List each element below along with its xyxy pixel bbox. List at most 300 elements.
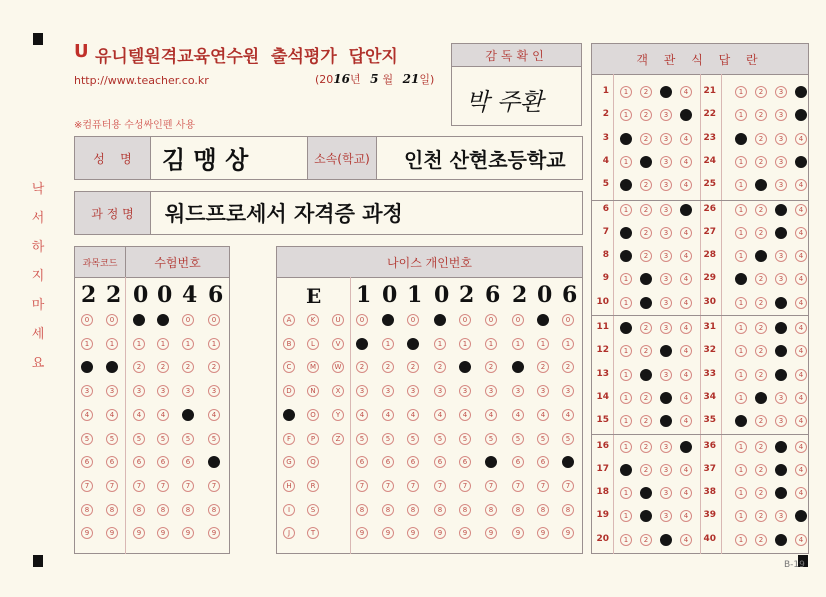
answer-bubble[interactable]: 2 bbox=[640, 345, 652, 357]
answer-bubble[interactable]: 1 bbox=[620, 204, 632, 216]
code-bubble[interactable]: 8 bbox=[182, 504, 194, 516]
neis-letter-bubble[interactable]: V bbox=[332, 338, 344, 350]
answer-bubble[interactable]: 2 bbox=[755, 534, 767, 546]
code-bubble[interactable]: 2 bbox=[182, 361, 194, 373]
answer-bubble[interactable]: 3 bbox=[660, 109, 672, 121]
answer-bubble[interactable]: 1 bbox=[735, 204, 747, 216]
answer-bubble[interactable]: 2 bbox=[755, 322, 767, 334]
answer-bubble[interactable]: 2 bbox=[755, 227, 767, 239]
code-bubble[interactable]: 1 bbox=[106, 338, 118, 350]
neis-digit-bubble[interactable]: 8 bbox=[512, 504, 524, 516]
neis-digit-bubble[interactable]: 3 bbox=[356, 385, 368, 397]
code-bubble[interactable]: 7 bbox=[182, 480, 194, 492]
neis-digit-bubble[interactable]: 4 bbox=[434, 409, 446, 421]
neis-digit-bubble[interactable]: 5 bbox=[485, 433, 497, 445]
answer-bubble[interactable]: 4 bbox=[795, 464, 807, 476]
neis-digit-bubble[interactable]: 4 bbox=[459, 409, 471, 421]
answer-bubble[interactable]: 2 bbox=[755, 179, 767, 191]
neis-letter-bubble[interactable]: O bbox=[307, 409, 319, 421]
answer-bubble[interactable]: 1 bbox=[735, 297, 747, 309]
neis-digit-bubble[interactable]: 2 bbox=[434, 361, 446, 373]
neis-digit-bubble[interactable]: 9 bbox=[512, 527, 524, 539]
answer-bubble[interactable]: 4 bbox=[795, 227, 807, 239]
neis-letter-bubble[interactable]: R bbox=[307, 480, 319, 492]
neis-digit-bubble[interactable]: 0 bbox=[562, 314, 574, 326]
code-bubble[interactable]: 4 bbox=[81, 409, 93, 421]
neis-digit-bubble[interactable]: 3 bbox=[459, 385, 471, 397]
neis-digit-bubble[interactable]: 7 bbox=[459, 480, 471, 492]
neis-digit-bubble[interactable]: 1 bbox=[562, 338, 574, 350]
answer-bubble[interactable]: 2 bbox=[755, 250, 767, 262]
answer-bubble[interactable]: 1 bbox=[735, 510, 747, 522]
neis-digit-bubble[interactable]: 1 bbox=[459, 338, 471, 350]
answer-bubble[interactable]: 2 bbox=[755, 297, 767, 309]
neis-letter-bubble[interactable]: C bbox=[283, 361, 295, 373]
answer-bubble[interactable]: 1 bbox=[735, 322, 747, 334]
answer-bubble[interactable]: 3 bbox=[660, 464, 672, 476]
answer-bubble[interactable]: 2 bbox=[755, 156, 767, 168]
code-bubble[interactable]: 9 bbox=[208, 527, 220, 539]
answer-bubble[interactable]: 1 bbox=[735, 133, 747, 145]
code-bubble[interactable]: 3 bbox=[208, 385, 220, 397]
code-bubble[interactable]: 1 bbox=[133, 338, 145, 350]
neis-digit-bubble[interactable]: 3 bbox=[434, 385, 446, 397]
code-bubble[interactable]: 6 bbox=[182, 456, 194, 468]
answer-bubble[interactable]: 4 bbox=[680, 133, 692, 145]
neis-digit-bubble[interactable]: 0 bbox=[356, 314, 368, 326]
answer-bubble[interactable]: 4 bbox=[795, 250, 807, 262]
answer-bubble[interactable]: 1 bbox=[735, 441, 747, 453]
code-bubble[interactable]: 7 bbox=[157, 480, 169, 492]
neis-digit-bubble[interactable]: 8 bbox=[485, 504, 497, 516]
neis-digit-bubble[interactable]: 3 bbox=[562, 385, 574, 397]
answer-bubble[interactable]: 3 bbox=[775, 322, 787, 334]
neis-digit-bubble[interactable]: 2 bbox=[512, 361, 524, 373]
code-bubble[interactable]: 0 bbox=[208, 314, 220, 326]
neis-digit-bubble[interactable]: 4 bbox=[485, 409, 497, 421]
code-bubble[interactable]: 9 bbox=[81, 527, 93, 539]
answer-bubble[interactable]: 3 bbox=[775, 369, 787, 381]
answer-bubble[interactable]: 4 bbox=[795, 109, 807, 121]
code-bubble[interactable]: 7 bbox=[133, 480, 145, 492]
neis-digit-bubble[interactable]: 3 bbox=[537, 385, 549, 397]
neis-digit-bubble[interactable]: 4 bbox=[356, 409, 368, 421]
answer-bubble[interactable]: 1 bbox=[620, 227, 632, 239]
neis-digit-bubble[interactable]: 0 bbox=[512, 314, 524, 326]
neis-digit-bubble[interactable]: 2 bbox=[407, 361, 419, 373]
neis-letter-bubble[interactable]: U bbox=[332, 314, 344, 326]
code-bubble[interactable]: 7 bbox=[208, 480, 220, 492]
answer-bubble[interactable]: 1 bbox=[735, 534, 747, 546]
answer-bubble[interactable]: 2 bbox=[640, 441, 652, 453]
answer-bubble[interactable]: 1 bbox=[620, 273, 632, 285]
neis-digit-bubble[interactable]: 4 bbox=[562, 409, 574, 421]
answer-bubble[interactable]: 1 bbox=[735, 464, 747, 476]
answer-bubble[interactable]: 4 bbox=[795, 345, 807, 357]
code-bubble[interactable]: 6 bbox=[208, 456, 220, 468]
code-bubble[interactable]: 8 bbox=[157, 504, 169, 516]
answer-bubble[interactable]: 2 bbox=[755, 487, 767, 499]
answer-bubble[interactable]: 3 bbox=[775, 464, 787, 476]
answer-bubble[interactable]: 1 bbox=[620, 464, 632, 476]
neis-digit-bubble[interactable]: 9 bbox=[407, 527, 419, 539]
neis-digit-bubble[interactable]: 4 bbox=[537, 409, 549, 421]
code-bubble[interactable]: 9 bbox=[133, 527, 145, 539]
answer-bubble[interactable]: 1 bbox=[620, 369, 632, 381]
neis-digit-bubble[interactable]: 9 bbox=[485, 527, 497, 539]
answer-bubble[interactable]: 4 bbox=[795, 133, 807, 145]
answer-bubble[interactable]: 3 bbox=[775, 86, 787, 98]
answer-bubble[interactable]: 1 bbox=[735, 250, 747, 262]
neis-digit-bubble[interactable]: 6 bbox=[434, 456, 446, 468]
neis-digit-bubble[interactable]: 9 bbox=[382, 527, 394, 539]
neis-digit-bubble[interactable]: 8 bbox=[407, 504, 419, 516]
answer-bubble[interactable]: 2 bbox=[640, 204, 652, 216]
neis-digit-bubble[interactable]: 6 bbox=[407, 456, 419, 468]
answer-bubble[interactable]: 1 bbox=[620, 250, 632, 262]
code-bubble[interactable]: 4 bbox=[133, 409, 145, 421]
answer-bubble[interactable]: 2 bbox=[755, 345, 767, 357]
code-bubble[interactable]: 0 bbox=[81, 314, 93, 326]
answer-bubble[interactable]: 4 bbox=[680, 109, 692, 121]
code-bubble[interactable]: 5 bbox=[133, 433, 145, 445]
answer-bubble[interactable]: 4 bbox=[795, 322, 807, 334]
neis-digit-bubble[interactable]: 8 bbox=[562, 504, 574, 516]
code-bubble[interactable]: 1 bbox=[182, 338, 194, 350]
answer-bubble[interactable]: 4 bbox=[680, 156, 692, 168]
code-bubble[interactable]: 0 bbox=[157, 314, 169, 326]
neis-letter-bubble[interactable]: K bbox=[307, 314, 319, 326]
answer-bubble[interactable]: 4 bbox=[795, 156, 807, 168]
neis-digit-bubble[interactable]: 0 bbox=[485, 314, 497, 326]
answer-bubble[interactable]: 1 bbox=[620, 109, 632, 121]
neis-digit-bubble[interactable]: 7 bbox=[562, 480, 574, 492]
answer-bubble[interactable]: 3 bbox=[660, 156, 672, 168]
code-bubble[interactable]: 3 bbox=[182, 385, 194, 397]
answer-bubble[interactable]: 4 bbox=[680, 273, 692, 285]
neis-digit-bubble[interactable]: 5 bbox=[356, 433, 368, 445]
answer-bubble[interactable]: 3 bbox=[660, 369, 672, 381]
answer-bubble[interactable]: 3 bbox=[775, 345, 787, 357]
answer-bubble[interactable]: 3 bbox=[775, 534, 787, 546]
neis-digit-bubble[interactable]: 6 bbox=[382, 456, 394, 468]
answer-bubble[interactable]: 4 bbox=[680, 415, 692, 427]
neis-digit-bubble[interactable]: 7 bbox=[485, 480, 497, 492]
code-bubble[interactable]: 9 bbox=[157, 527, 169, 539]
answer-bubble[interactable]: 4 bbox=[795, 297, 807, 309]
answer-bubble[interactable]: 2 bbox=[755, 441, 767, 453]
code-bubble[interactable]: 2 bbox=[157, 361, 169, 373]
answer-bubble[interactable]: 3 bbox=[660, 250, 672, 262]
answer-bubble[interactable]: 2 bbox=[640, 179, 652, 191]
answer-bubble[interactable]: 2 bbox=[640, 250, 652, 262]
neis-letter-bubble[interactable]: J bbox=[283, 527, 295, 539]
answer-bubble[interactable]: 4 bbox=[680, 204, 692, 216]
answer-bubble[interactable]: 2 bbox=[640, 322, 652, 334]
code-bubble[interactable]: 5 bbox=[81, 433, 93, 445]
answer-bubble[interactable]: 4 bbox=[680, 392, 692, 404]
answer-bubble[interactable]: 2 bbox=[755, 510, 767, 522]
answer-bubble[interactable]: 4 bbox=[795, 369, 807, 381]
code-bubble[interactable]: 2 bbox=[208, 361, 220, 373]
code-bubble[interactable]: 1 bbox=[81, 338, 93, 350]
code-bubble[interactable]: 2 bbox=[106, 361, 118, 373]
code-bubble[interactable]: 1 bbox=[208, 338, 220, 350]
answer-bubble[interactable]: 3 bbox=[775, 227, 787, 239]
neis-digit-bubble[interactable]: 7 bbox=[434, 480, 446, 492]
neis-letter-bubble[interactable]: M bbox=[307, 361, 319, 373]
answer-bubble[interactable]: 3 bbox=[660, 487, 672, 499]
neis-digit-bubble[interactable]: 9 bbox=[459, 527, 471, 539]
answer-bubble[interactable]: 3 bbox=[660, 392, 672, 404]
answer-bubble[interactable]: 1 bbox=[735, 273, 747, 285]
answer-bubble[interactable]: 3 bbox=[660, 204, 672, 216]
neis-digit-bubble[interactable]: 5 bbox=[512, 433, 524, 445]
neis-digit-bubble[interactable]: 1 bbox=[512, 338, 524, 350]
code-bubble[interactable]: 3 bbox=[81, 385, 93, 397]
code-bubble[interactable]: 8 bbox=[208, 504, 220, 516]
answer-bubble[interactable]: 4 bbox=[795, 392, 807, 404]
neis-digit-bubble[interactable]: 0 bbox=[407, 314, 419, 326]
answer-bubble[interactable]: 2 bbox=[640, 534, 652, 546]
answer-bubble[interactable]: 1 bbox=[735, 86, 747, 98]
code-bubble[interactable]: 8 bbox=[133, 504, 145, 516]
neis-letter-bubble[interactable]: D bbox=[283, 385, 295, 397]
neis-letter-bubble[interactable]: N bbox=[307, 385, 319, 397]
answer-bubble[interactable]: 1 bbox=[620, 392, 632, 404]
answer-bubble[interactable]: 4 bbox=[680, 534, 692, 546]
answer-bubble[interactable]: 2 bbox=[755, 133, 767, 145]
neis-digit-bubble[interactable]: 4 bbox=[512, 409, 524, 421]
code-bubble[interactable]: 3 bbox=[106, 385, 118, 397]
neis-digit-bubble[interactable]: 0 bbox=[459, 314, 471, 326]
code-bubble[interactable]: 4 bbox=[208, 409, 220, 421]
neis-digit-bubble[interactable]: 5 bbox=[434, 433, 446, 445]
answer-bubble[interactable]: 1 bbox=[735, 345, 747, 357]
answer-bubble[interactable]: 3 bbox=[660, 179, 672, 191]
answer-bubble[interactable]: 3 bbox=[775, 415, 787, 427]
code-bubble[interactable]: 6 bbox=[81, 456, 93, 468]
code-bubble[interactable]: 4 bbox=[182, 409, 194, 421]
answer-bubble[interactable]: 1 bbox=[735, 392, 747, 404]
neis-digit-bubble[interactable]: 9 bbox=[356, 527, 368, 539]
answer-bubble[interactable]: 4 bbox=[795, 510, 807, 522]
code-bubble[interactable]: 5 bbox=[157, 433, 169, 445]
answer-bubble[interactable]: 3 bbox=[775, 297, 787, 309]
neis-digit-bubble[interactable]: 8 bbox=[459, 504, 471, 516]
neis-digit-bubble[interactable]: 7 bbox=[512, 480, 524, 492]
answer-bubble[interactable]: 4 bbox=[795, 415, 807, 427]
code-bubble[interactable]: 0 bbox=[106, 314, 118, 326]
answer-bubble[interactable]: 2 bbox=[755, 464, 767, 476]
neis-digit-bubble[interactable]: 0 bbox=[382, 314, 394, 326]
answer-bubble[interactable]: 2 bbox=[640, 227, 652, 239]
answer-bubble[interactable]: 2 bbox=[640, 156, 652, 168]
answer-bubble[interactable]: 4 bbox=[680, 322, 692, 334]
neis-letter-bubble[interactable]: Q bbox=[307, 456, 319, 468]
neis-digit-bubble[interactable]: 8 bbox=[537, 504, 549, 516]
answer-bubble[interactable]: 2 bbox=[755, 109, 767, 121]
answer-bubble[interactable]: 3 bbox=[660, 273, 672, 285]
neis-digit-bubble[interactable]: 9 bbox=[562, 527, 574, 539]
answer-bubble[interactable]: 1 bbox=[620, 510, 632, 522]
neis-letter-bubble[interactable]: E bbox=[283, 409, 295, 421]
answer-bubble[interactable]: 4 bbox=[795, 487, 807, 499]
neis-digit-bubble[interactable]: 4 bbox=[382, 409, 394, 421]
answer-bubble[interactable]: 1 bbox=[620, 179, 632, 191]
answer-bubble[interactable]: 1 bbox=[620, 322, 632, 334]
answer-bubble[interactable]: 1 bbox=[620, 133, 632, 145]
neis-digit-bubble[interactable]: 5 bbox=[459, 433, 471, 445]
code-bubble[interactable]: 0 bbox=[133, 314, 145, 326]
code-bubble[interactable]: 3 bbox=[133, 385, 145, 397]
answer-bubble[interactable]: 2 bbox=[640, 109, 652, 121]
answer-bubble[interactable]: 3 bbox=[775, 510, 787, 522]
neis-digit-bubble[interactable]: 2 bbox=[537, 361, 549, 373]
answer-bubble[interactable]: 4 bbox=[680, 227, 692, 239]
neis-digit-bubble[interactable]: 2 bbox=[459, 361, 471, 373]
neis-digit-bubble[interactable]: 8 bbox=[382, 504, 394, 516]
neis-letter-bubble[interactable]: Z bbox=[332, 433, 344, 445]
answer-bubble[interactable]: 4 bbox=[680, 250, 692, 262]
answer-bubble[interactable]: 4 bbox=[795, 273, 807, 285]
answer-bubble[interactable]: 3 bbox=[775, 441, 787, 453]
code-bubble[interactable]: 9 bbox=[182, 527, 194, 539]
neis-digit-bubble[interactable]: 5 bbox=[407, 433, 419, 445]
answer-bubble[interactable]: 2 bbox=[640, 392, 652, 404]
answer-bubble[interactable]: 2 bbox=[640, 133, 652, 145]
code-bubble[interactable]: 5 bbox=[182, 433, 194, 445]
neis-letter-bubble[interactable]: X bbox=[332, 385, 344, 397]
neis-digit-bubble[interactable]: 3 bbox=[407, 385, 419, 397]
answer-bubble[interactable]: 1 bbox=[620, 297, 632, 309]
neis-digit-bubble[interactable]: 2 bbox=[382, 361, 394, 373]
code-bubble[interactable]: 3 bbox=[157, 385, 169, 397]
neis-digit-bubble[interactable]: 1 bbox=[407, 338, 419, 350]
answer-bubble[interactable]: 3 bbox=[660, 133, 672, 145]
answer-bubble[interactable]: 3 bbox=[775, 392, 787, 404]
code-bubble[interactable]: 6 bbox=[157, 456, 169, 468]
answer-bubble[interactable]: 3 bbox=[660, 297, 672, 309]
code-bubble[interactable]: 7 bbox=[106, 480, 118, 492]
neis-digit-bubble[interactable]: 3 bbox=[485, 385, 497, 397]
answer-bubble[interactable]: 2 bbox=[640, 297, 652, 309]
answer-bubble[interactable]: 1 bbox=[735, 487, 747, 499]
code-bubble[interactable]: 1 bbox=[157, 338, 169, 350]
answer-bubble[interactable]: 2 bbox=[755, 204, 767, 216]
answer-bubble[interactable]: 1 bbox=[735, 227, 747, 239]
answer-bubble[interactable]: 4 bbox=[795, 534, 807, 546]
code-bubble[interactable]: 8 bbox=[106, 504, 118, 516]
answer-bubble[interactable]: 2 bbox=[640, 369, 652, 381]
neis-letter-bubble[interactable]: I bbox=[283, 504, 295, 516]
answer-bubble[interactable]: 4 bbox=[795, 179, 807, 191]
answer-bubble[interactable]: 3 bbox=[775, 204, 787, 216]
answer-bubble[interactable]: 4 bbox=[680, 179, 692, 191]
neis-digit-bubble[interactable]: 2 bbox=[356, 361, 368, 373]
neis-letter-bubble[interactable]: Y bbox=[332, 409, 344, 421]
code-bubble[interactable]: 9 bbox=[106, 527, 118, 539]
neis-letter-bubble[interactable]: A bbox=[283, 314, 295, 326]
neis-letter-bubble[interactable]: T bbox=[307, 527, 319, 539]
answer-bubble[interactable]: 4 bbox=[680, 510, 692, 522]
answer-bubble[interactable]: 2 bbox=[755, 273, 767, 285]
answer-bubble[interactable]: 3 bbox=[775, 156, 787, 168]
answer-bubble[interactable]: 3 bbox=[775, 250, 787, 262]
neis-letter-bubble[interactable]: P bbox=[307, 433, 319, 445]
answer-bubble[interactable]: 3 bbox=[660, 86, 672, 98]
answer-bubble[interactable]: 4 bbox=[795, 204, 807, 216]
neis-digit-bubble[interactable]: 9 bbox=[434, 527, 446, 539]
code-bubble[interactable]: 2 bbox=[81, 361, 93, 373]
neis-letter-bubble[interactable]: F bbox=[283, 433, 295, 445]
neis-letter-bubble[interactable]: L bbox=[307, 338, 319, 350]
code-bubble[interactable]: 7 bbox=[81, 480, 93, 492]
neis-digit-bubble[interactable]: 5 bbox=[562, 433, 574, 445]
answer-bubble[interactable]: 3 bbox=[775, 273, 787, 285]
answer-bubble[interactable]: 2 bbox=[640, 487, 652, 499]
neis-digit-bubble[interactable]: 3 bbox=[382, 385, 394, 397]
answer-bubble[interactable]: 1 bbox=[620, 441, 632, 453]
neis-digit-bubble[interactable]: 1 bbox=[434, 338, 446, 350]
code-bubble[interactable]: 4 bbox=[106, 409, 118, 421]
answer-bubble[interactable]: 4 bbox=[680, 487, 692, 499]
answer-bubble[interactable]: 3 bbox=[775, 179, 787, 191]
code-bubble[interactable]: 0 bbox=[182, 314, 194, 326]
answer-bubble[interactable]: 1 bbox=[735, 415, 747, 427]
neis-digit-bubble[interactable]: 0 bbox=[434, 314, 446, 326]
answer-bubble[interactable]: 1 bbox=[620, 345, 632, 357]
neis-digit-bubble[interactable]: 6 bbox=[356, 456, 368, 468]
answer-bubble[interactable]: 4 bbox=[680, 345, 692, 357]
answer-bubble[interactable]: 4 bbox=[680, 86, 692, 98]
neis-digit-bubble[interactable]: 3 bbox=[512, 385, 524, 397]
neis-digit-bubble[interactable]: 7 bbox=[537, 480, 549, 492]
neis-digit-bubble[interactable]: 4 bbox=[407, 409, 419, 421]
answer-bubble[interactable]: 1 bbox=[735, 109, 747, 121]
neis-letter-bubble[interactable]: H bbox=[283, 480, 295, 492]
code-bubble[interactable]: 5 bbox=[106, 433, 118, 445]
neis-letter-bubble[interactable]: B bbox=[283, 338, 295, 350]
neis-digit-bubble[interactable]: 6 bbox=[512, 456, 524, 468]
neis-digit-bubble[interactable]: 0 bbox=[537, 314, 549, 326]
answer-bubble[interactable]: 2 bbox=[755, 392, 767, 404]
answer-bubble[interactable]: 4 bbox=[680, 369, 692, 381]
neis-digit-bubble[interactable]: 6 bbox=[562, 456, 574, 468]
answer-bubble[interactable]: 3 bbox=[660, 510, 672, 522]
answer-bubble[interactable]: 3 bbox=[660, 227, 672, 239]
answer-bubble[interactable]: 3 bbox=[660, 345, 672, 357]
answer-bubble[interactable]: 1 bbox=[620, 156, 632, 168]
neis-digit-bubble[interactable]: 6 bbox=[485, 456, 497, 468]
answer-bubble[interactable]: 1 bbox=[620, 487, 632, 499]
answer-bubble[interactable]: 2 bbox=[755, 86, 767, 98]
answer-bubble[interactable]: 3 bbox=[660, 441, 672, 453]
neis-digit-bubble[interactable]: 2 bbox=[562, 361, 574, 373]
neis-digit-bubble[interactable]: 7 bbox=[407, 480, 419, 492]
answer-bubble[interactable]: 2 bbox=[755, 415, 767, 427]
answer-bubble[interactable]: 4 bbox=[795, 86, 807, 98]
answer-bubble[interactable]: 3 bbox=[660, 534, 672, 546]
neis-digit-bubble[interactable]: 5 bbox=[537, 433, 549, 445]
answer-bubble[interactable]: 4 bbox=[680, 464, 692, 476]
neis-digit-bubble[interactable]: 5 bbox=[382, 433, 394, 445]
answer-bubble[interactable]: 2 bbox=[640, 464, 652, 476]
neis-digit-bubble[interactable]: 1 bbox=[382, 338, 394, 350]
code-bubble[interactable]: 5 bbox=[208, 433, 220, 445]
answer-bubble[interactable]: 1 bbox=[620, 415, 632, 427]
answer-bubble[interactable]: 2 bbox=[640, 415, 652, 427]
